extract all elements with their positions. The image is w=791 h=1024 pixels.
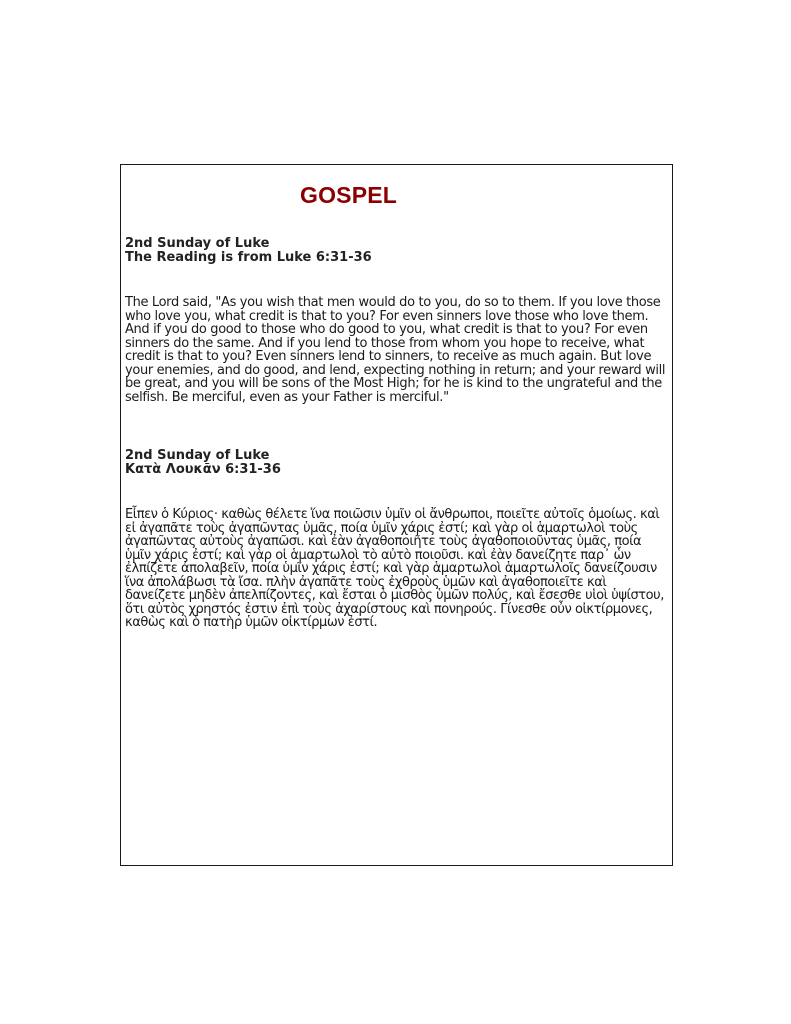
greek-sunday-label: 2nd Sunday of Luke (125, 448, 270, 463)
english-reading-reference: The Reading is from Luke 6:31-36 (125, 250, 372, 265)
greek-heading (125, 449, 281, 477)
english-heading (125, 237, 372, 265)
english-gospel-text: The Lord said, "As you wish that men would do to you, do so to them. If you love those who love you, what credit is that to you? For even sinners love those who love them. And if you do good to those who do good to you, what credit is that to you? For even sinners do the same. And if you lend to those from whom you hope to receive, what credit is that to you? Even sinners lend to sinners, to receive as much again. But love your enemies, and do good, and lend, expecting nothing in return; and your reward will be great, and you will be sons of the Most High; for he is kind to the ungrateful and the selfish. Be merciful, even as your Father is merciful." (125, 295, 666, 405)
greek-reading-reference: Κατὰ Λουκᾶν 6:31-36 (125, 462, 281, 477)
page-title: GOSPEL (300, 182, 398, 208)
english-sunday-label: 2nd Sunday of Luke (125, 236, 270, 251)
greek-gospel-text: Εἶπεν ὁ Κύριος· καθὼς θέλετε ἵνα ποιῶσιν ὑμῖν οἱ ἄνθρωποι, ποιεῖτε αὐτοῖς ὁμοίως. καὶ εἰ ἀγαπᾶτε τοὺς ἀγαπῶντας ὑμᾶς, ποία ὑμῖν χάρις ἐστί; καὶ γὰρ οἱ ἁμαρτωλοὶ τοὺς ἀγαπῶντας αὐτοὺς ἀγαπῶσι. καὶ ἐὰν ἀγαθοποιῆτε τοὺς ἀγαθοποιοῦντας ὑμᾶς, ποία ὑμῖν χάρις ἐστί; καὶ γὰρ οἱ ἁμαρτωλοὶ τὸ αὐτὸ ποιοῦσι. καὶ ἐὰν δανείζητε παρ᾿ ὧν ἐλπίζετε ἀπολαβεῖν, ποία ὑμῖν χάρις ἐστί; καὶ γὰρ ἁμαρτωλοὶ ἁμαρτωλοῖς δανείζουσιν ἵνα ἀπολάβωσι τὰ ἴσα. πλὴν ἀγαπᾶτε τοὺς ἐχθροὺς ὑμῶν καὶ ἀγαθοποιεῖτε καὶ δανείζετε μηδὲν ἀπελπίζοντες, καὶ ἔσται ὁ μισθὸς ὑμῶν πολύς, καὶ ἔσεσθε υἱοὶ ὑψίστου, ὅτι αὐτὸς χρηστός ἐστιν ἐπὶ τοὺς ἀχαρίστους καὶ πονηρούς. Γίνεσθε οὖν οἰκτίρμονες, καθὼς καὶ ὁ πατὴρ ὑμῶν οἰκτίρμων ἐστί. (125, 507, 664, 630)
